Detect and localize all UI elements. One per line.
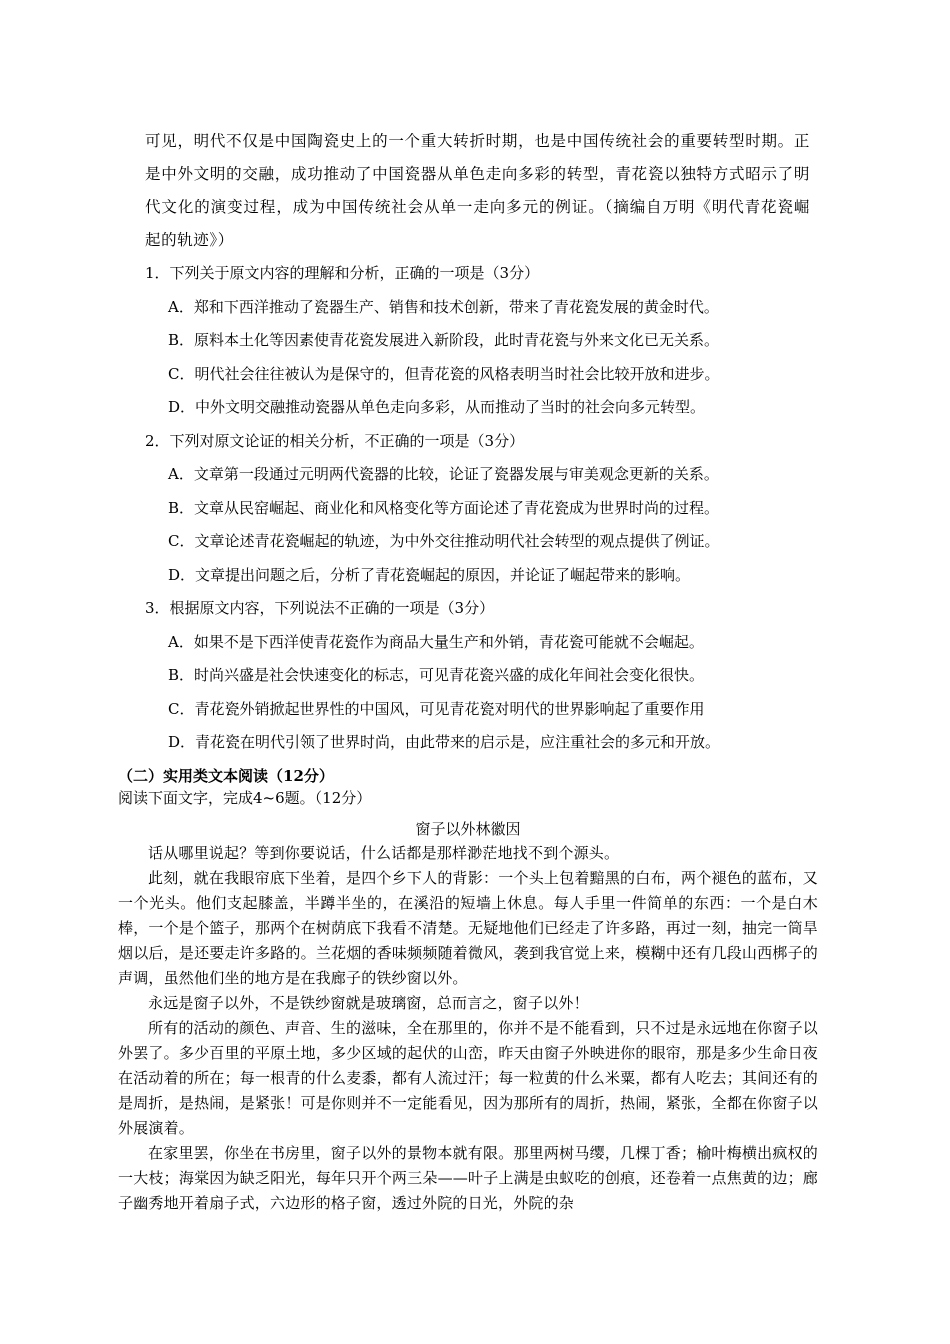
question-stem: 1．下列关于原文内容的理解和分析，正确的一项是（3分） bbox=[145, 264, 540, 282]
question-3 bbox=[145, 592, 810, 760]
option-a: A．文章第一段通过元明两代瓷器的比较，论证了瓷器发展与审美观念更新的关系。 bbox=[168, 465, 719, 483]
article-paragraph: 在家里罢，你坐在书房里，窗子以外的景物本就有限。那里两树马缨，几棵丁香；榆叶梅横出疯权的一大枝；海棠因为缺乏阳光，每年只开个两三朵——叶子上满是虫蚁吃的创痕，还卷着一点焦黄的边；廊子幽秀地开着扇子式，六边形的格子窗，透过外院的日光，外院的杂 bbox=[118, 1144, 818, 1212]
section-heading: （二）实用类文本阅读（12分） bbox=[118, 767, 334, 785]
option-d: D．中外文明交融推动瓷器从单色走向多彩，从而推动了当时的社会向多元转型。 bbox=[168, 398, 706, 416]
intro-paragraph: 可见，明代不仅是中国陶瓷史上的一个重大转折时期，也是中国传统社会的重要转型时期。正是中外文明的交融，成功推动了中国瓷器从单色走向多彩的转型，青花瓷以独特方式昭示了明代文化的演变过程，成为中国传统社会从单一走向多元的例证。（摘编自万明《明代青花瓷崛起的轨迹》） bbox=[145, 132, 810, 249]
option-b: B．原料本土化等因素使青花瓷发展进入新阶段，此时青花瓷与外来文化已无关系。 bbox=[168, 331, 720, 349]
article-title: 窗子以外林徽因 bbox=[415, 820, 521, 838]
reading-section-1 bbox=[145, 125, 810, 760]
question-1 bbox=[145, 257, 810, 425]
option-b: B．时尚兴盛是社会快速变化的标志，可见青花瓷兴盛的成化年间社会变化很快。 bbox=[168, 666, 705, 684]
question-stem: 3．根据原文内容，下列说法不正确的一项是（3分） bbox=[145, 599, 495, 617]
option-c: C．文章论述青花瓷崛起的轨迹，为中外交往推动明代社会转型的观点提供了例证。 bbox=[168, 532, 720, 550]
option-d: D．文章提出问题之后，分析了青花瓷崛起的原因，并论证了崛起带来的影响。 bbox=[168, 565, 691, 584]
question-stem: 2．下列对原文论证的相关分析，不正确的一项是（3分） bbox=[145, 431, 525, 450]
reading-section-2 bbox=[118, 765, 818, 1216]
option-b: B．文章从民窑崛起、商业化和风格变化等方面论述了青花瓷成为世界时尚的过程。 bbox=[168, 498, 720, 517]
option-a: A．郑和下西洋推动了瓷器生产、销售和技术创新，带来了青花瓷发展的黄金时代。 bbox=[168, 297, 719, 316]
option-c: C．青花瓷外销掀起世界性的中国风，可见青花瓷对明代的世界影响起了重要作用 bbox=[168, 699, 705, 718]
option-a: A．如果不是下西洋使青花瓷作为商品大量生产和外销，青花瓷可能就不会崛起。 bbox=[168, 632, 704, 651]
article-paragraph: 此刻，就在我眼帘底下坐着，是四个乡下人的背影：一个头上包着黯黑的白布，两个褪色的蓝布，又一个光头。他们支起膝盖，半蹲半坐的，在溪沿的短墙上休息。每人手里一件简单的东西：一个是白木棒，一个是个篮子，那两个在树荫底下我看不清楚。无疑地他们已经走了许多路，再过一刻，抽完一筒旱烟以后，是还要走许多路的。兰花烟的香味频频随着微风，袭到我官觉上来，模糊中还有几段山西梆子的声调，虽然他们坐的地方是在我廊子的铁纱窗以外。 bbox=[118, 869, 818, 987]
article-paragraph: 所有的活动的颜色、声音、生的滋味，全在那里的，你并不是不能看到，只不过是永远地在你窗子以外罢了。多少百里的平原土地，多少区域的起伏的山峦，昨天由窗子外映进你的眼帘，那是多少生命日夜在活动着的所在；每一根青的什么麦黍，都有人流过汗；每一粒黄的什么米粟，都有人吃去；其间还有的是周折，是热闹，是紧张！可是你则并不一定能看见，因为那所有的周折，热闹，紧张，全都在你窗子以外展演着。 bbox=[118, 1019, 818, 1137]
option-c: C．明代社会往往被认为是保守的，但青花瓷的风格表明当时社会比较开放和进步。 bbox=[168, 364, 720, 383]
article-paragraph: 话从哪里说起？等到你要说话，什么话都是那样渺茫地找不到个源头。 bbox=[148, 844, 620, 862]
section-instruction: 阅读下面文字，完成4~6题。（12分） bbox=[118, 789, 372, 807]
question-2 bbox=[145, 425, 810, 593]
option-d: D．青花瓷在明代引领了世界时尚，由此带来的启示是，应注重社会的多元和开放。 bbox=[168, 733, 721, 751]
article-paragraph: 永远是窗子以外，不是铁纱窗就是玻璃窗，总而言之，窗子以外！ bbox=[148, 994, 589, 1012]
